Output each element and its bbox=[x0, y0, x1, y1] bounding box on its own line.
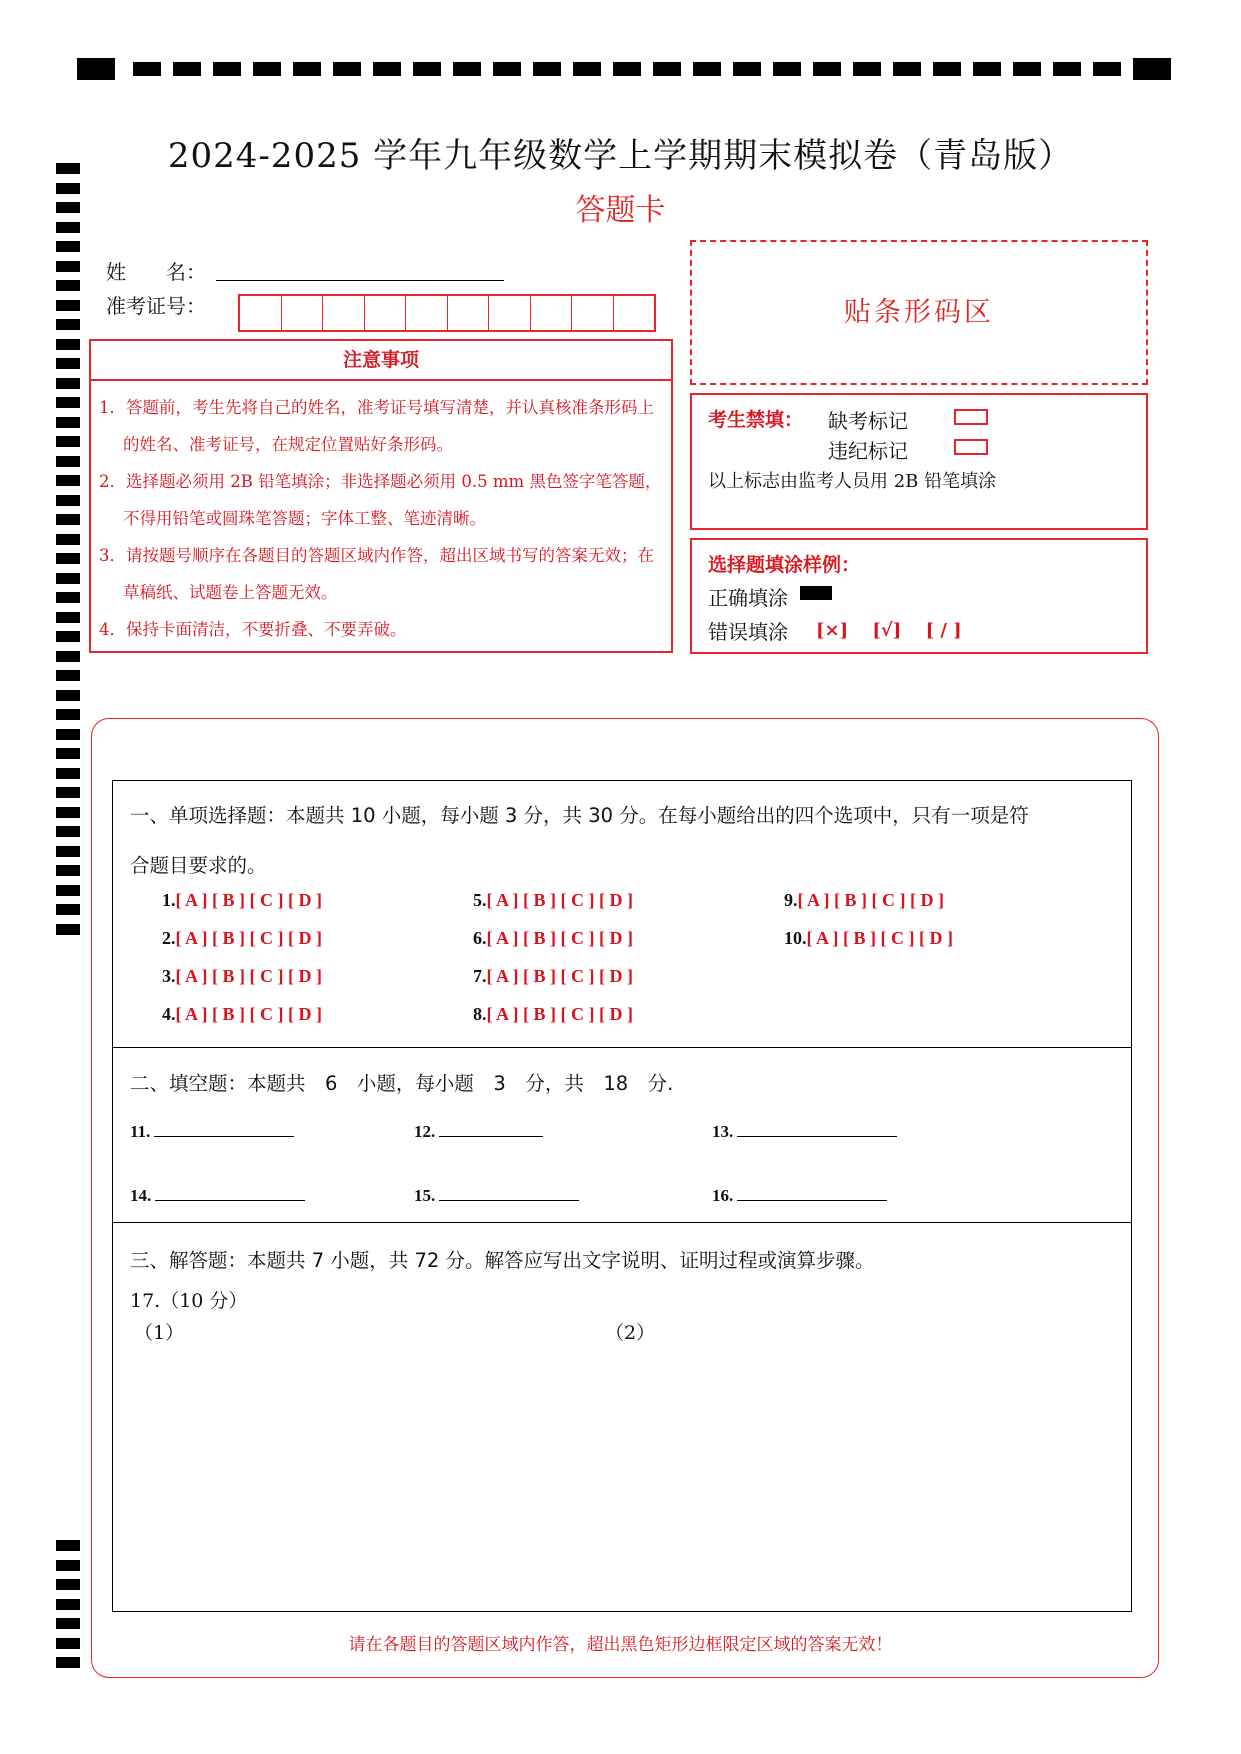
fill-blank-question bbox=[712, 1184, 887, 1206]
question-number: 4. bbox=[162, 1004, 176, 1024]
exam-id-digit-box[interactable] bbox=[365, 296, 407, 330]
fill-blank-question bbox=[414, 1184, 579, 1206]
notice-title: 注意事项 bbox=[91, 341, 671, 381]
wrong-fill-examples bbox=[816, 620, 962, 641]
exam-id-digit-box[interactable] bbox=[406, 296, 448, 330]
question-number: 3. bbox=[162, 966, 176, 986]
timing-mark bbox=[56, 417, 80, 428]
exam-id-digit-box[interactable] bbox=[614, 296, 655, 330]
choice-question[interactable] bbox=[473, 890, 633, 911]
timing-mark bbox=[56, 729, 80, 740]
timing-mark bbox=[56, 787, 80, 798]
section2-heading: 二、填空题：本题共 6 小题，每小题 3 分，共 18 分. bbox=[130, 1072, 674, 1095]
timing-mark bbox=[693, 62, 721, 76]
timing-mark bbox=[56, 436, 80, 447]
question-number: 8. bbox=[473, 1004, 487, 1024]
answer-options[interactable]: [ A ] [ B ] [ C ] [ D ] bbox=[175, 1004, 322, 1024]
timing-mark bbox=[933, 62, 961, 76]
timing-mark bbox=[1093, 62, 1121, 76]
answer-blank[interactable] bbox=[439, 1184, 579, 1201]
answer-blank[interactable] bbox=[439, 1120, 543, 1137]
timing-mark bbox=[373, 62, 401, 76]
timing-mark bbox=[573, 62, 601, 76]
timing-mark bbox=[56, 495, 80, 506]
timing-mark bbox=[853, 62, 881, 76]
timing-mark bbox=[56, 612, 80, 623]
timing-mark bbox=[56, 319, 80, 330]
timing-mark bbox=[533, 62, 561, 76]
notice-item: 3．请按题号顺序在各题目的答题区域内作答，超出区域书写的答案无效；在草稿纸、试题卷上答题无效。 bbox=[99, 546, 654, 602]
footer-note: 请在各题目的答题区域内作答，超出黑色矩形边框限定区域的答案无效！ bbox=[348, 1635, 893, 1655]
question-number: 11. bbox=[130, 1122, 151, 1141]
timing-mark bbox=[56, 748, 80, 759]
answer-options[interactable]: [ A ] [ B ] [ C ] [ D ] bbox=[486, 928, 633, 948]
timing-mark bbox=[56, 670, 80, 681]
choice-question[interactable] bbox=[784, 928, 953, 949]
timing-mark bbox=[56, 456, 80, 467]
wrong-fill-example: [√] bbox=[872, 620, 902, 641]
timing-mark bbox=[56, 573, 80, 584]
violation-mark-box[interactable] bbox=[954, 439, 988, 455]
notice-item: 2．选择题必须用 2B 铅笔填涂；非选择题必须用 0.5 mm 黑色签字笔答题，不得用铅笔或圆珠笔答题；字体工整、笔迹清晰。 bbox=[99, 472, 662, 528]
timing-mark bbox=[56, 631, 80, 642]
question-17-label: 17.（10 分） bbox=[130, 1290, 248, 1312]
timing-mark bbox=[173, 62, 201, 76]
answer-options[interactable]: [ A ] [ B ] [ C ] [ D ] bbox=[486, 966, 633, 986]
timing-mark bbox=[56, 534, 80, 545]
choice-question[interactable] bbox=[473, 1004, 633, 1025]
timing-mark bbox=[133, 62, 161, 76]
answer-options[interactable]: [ A ] [ B ] [ C ] [ D ] bbox=[175, 966, 322, 986]
timing-mark bbox=[56, 1540, 80, 1551]
section-divider bbox=[112, 1222, 1132, 1223]
timing-mark bbox=[893, 62, 921, 76]
question-number: 6. bbox=[473, 928, 487, 948]
absent-mark-box[interactable] bbox=[954, 409, 988, 425]
question-17-part1: （1） bbox=[134, 1322, 185, 1344]
timing-mark bbox=[56, 651, 80, 662]
timing-mark bbox=[56, 358, 80, 369]
timing-mark bbox=[56, 475, 80, 486]
timing-mark bbox=[213, 62, 241, 76]
name-field[interactable] bbox=[216, 280, 504, 281]
fill-blank-question bbox=[130, 1120, 294, 1142]
question-number: 5. bbox=[473, 890, 487, 910]
timing-mark bbox=[253, 62, 281, 76]
timing-mark bbox=[973, 62, 1001, 76]
timing-mark bbox=[56, 241, 80, 252]
question-number: 2. bbox=[162, 928, 176, 948]
wrong-fill-example: [ / ] bbox=[925, 620, 962, 641]
section1-heading: 一、单项选择题：本题共 10 小题，每小题 3 分，共 30 分。在每小题给出的四个选项中，只有一项是符 bbox=[130, 804, 1029, 827]
proctor-note: 以上标志由监考人员用 2B 铅笔填涂 bbox=[708, 471, 997, 492]
question-number: 13. bbox=[712, 1122, 734, 1141]
timing-mark bbox=[56, 1657, 80, 1668]
answer-blank[interactable] bbox=[737, 1184, 887, 1201]
timing-mark bbox=[733, 62, 761, 76]
fill-blank-question bbox=[130, 1184, 305, 1206]
answer-options[interactable]: [ A ] [ B ] [ C ] [ D ] bbox=[486, 1004, 633, 1024]
timing-mark bbox=[56, 1560, 80, 1571]
timing-mark bbox=[56, 904, 80, 915]
question-number: 16. bbox=[712, 1186, 734, 1205]
timing-mark bbox=[56, 1618, 80, 1629]
proctor-only-label: 考生禁填： bbox=[708, 409, 804, 431]
barcode-area: 贴条形码区 bbox=[690, 240, 1148, 385]
timing-mark bbox=[56, 397, 80, 408]
timing-mark bbox=[77, 58, 115, 80]
timing-mark bbox=[413, 62, 441, 76]
answer-options[interactable]: [ A ] [ B ] [ C ] [ D ] bbox=[486, 890, 633, 910]
timing-mark bbox=[1053, 62, 1081, 76]
question-number: 15. bbox=[414, 1186, 436, 1205]
choice-question[interactable] bbox=[473, 928, 633, 949]
fill-blank-question bbox=[712, 1120, 897, 1142]
exam-id-digit-box[interactable] bbox=[448, 296, 490, 330]
fill-sample-box bbox=[690, 538, 1148, 654]
timing-mark bbox=[56, 1599, 80, 1610]
timing-mark bbox=[293, 62, 321, 76]
page-subtitle: 答题卡 bbox=[575, 193, 666, 228]
notice-item: 4．保持卡面清洁，不要折叠、不要弄破。 bbox=[99, 620, 407, 639]
exam-id-digit-box[interactable] bbox=[323, 296, 365, 330]
proctor-only-box bbox=[690, 393, 1148, 530]
answer-blank[interactable] bbox=[737, 1120, 897, 1137]
timing-mark bbox=[56, 553, 80, 564]
timing-mark bbox=[56, 1579, 80, 1590]
top-timing-marks bbox=[77, 58, 1177, 82]
choice-question[interactable] bbox=[162, 966, 322, 987]
exam-id-digit-box[interactable] bbox=[531, 296, 573, 330]
answer-options[interactable]: [ A ] [ B ] [ C ] [ D ] bbox=[175, 890, 322, 910]
section-divider bbox=[112, 1047, 1132, 1048]
timing-mark bbox=[56, 885, 80, 896]
exam-id-label: 准考证号： bbox=[106, 294, 206, 318]
answer-options[interactable]: [ A ] [ B ] [ C ] [ D ] bbox=[175, 928, 322, 948]
wrong-fill-example: [×] bbox=[816, 620, 849, 641]
timing-mark bbox=[653, 62, 681, 76]
question-number: 10. bbox=[784, 928, 807, 948]
timing-mark bbox=[56, 846, 80, 857]
answer-options[interactable]: [ A ] [ B ] [ C ] [ D ] bbox=[797, 890, 944, 910]
choice-question[interactable] bbox=[784, 890, 944, 911]
section1-heading-cont: 合题目要求的。 bbox=[130, 854, 267, 877]
timing-mark bbox=[813, 62, 841, 76]
exam-id-digit-box[interactable] bbox=[282, 296, 324, 330]
exam-id-boxes[interactable] bbox=[238, 294, 656, 332]
answer-options[interactable]: [ A ] [ B ] [ C ] [ D ] bbox=[806, 928, 953, 948]
correct-fill-label: 正确填涂 bbox=[708, 586, 788, 610]
answer-blank[interactable] bbox=[155, 1184, 305, 1201]
section3-heading: 三、解答题：本题共 7 小题，共 72 分。解答应写出文字说明、证明过程或演算步骤。 bbox=[130, 1249, 875, 1272]
correct-fill-example bbox=[800, 586, 832, 600]
timing-mark bbox=[1013, 62, 1041, 76]
timing-mark bbox=[1133, 58, 1171, 80]
timing-mark bbox=[56, 280, 80, 291]
timing-mark bbox=[773, 62, 801, 76]
answer-blank[interactable] bbox=[154, 1120, 294, 1137]
timing-mark bbox=[56, 690, 80, 701]
timing-mark bbox=[56, 826, 80, 837]
violation-mark-label: 违纪标记 bbox=[828, 439, 908, 463]
timing-mark bbox=[56, 378, 80, 389]
timing-mark bbox=[56, 807, 80, 818]
question-17-part2: （2） bbox=[605, 1322, 656, 1344]
fill-blank-question bbox=[414, 1120, 543, 1142]
timing-mark bbox=[56, 339, 80, 350]
question-number: 1. bbox=[162, 890, 176, 910]
timing-mark bbox=[56, 768, 80, 779]
timing-mark bbox=[56, 592, 80, 603]
page-title: 2024-2025 学年九年级数学上学期期末模拟卷（青岛版） bbox=[167, 136, 1074, 176]
question-number: 7. bbox=[473, 966, 487, 986]
exam-id-digit-box[interactable] bbox=[240, 296, 282, 330]
absent-mark-label: 缺考标记 bbox=[828, 409, 908, 433]
timing-mark bbox=[56, 865, 80, 876]
question-17-answer-area[interactable] bbox=[130, 1345, 1120, 1600]
timing-mark bbox=[453, 62, 481, 76]
notice-box bbox=[89, 339, 673, 653]
timing-mark bbox=[56, 709, 80, 720]
notice-item: 1．答题前，考生先将自己的姓名，准考证号填写清楚，并认真核准条形码上的姓名、准考证号，在规定位置贴好条形码。 bbox=[99, 398, 654, 454]
timing-mark bbox=[56, 261, 80, 272]
choice-question[interactable] bbox=[162, 890, 322, 911]
timing-mark bbox=[56, 300, 80, 311]
fill-sample-title: 选择题填涂样例： bbox=[708, 554, 861, 576]
choice-question[interactable] bbox=[162, 1004, 322, 1025]
timing-mark bbox=[56, 924, 80, 935]
exam-id-digit-box[interactable] bbox=[489, 296, 531, 330]
timing-mark bbox=[56, 514, 80, 525]
question-number: 12. bbox=[414, 1122, 436, 1141]
question-number: 9. bbox=[784, 890, 798, 910]
choice-question[interactable] bbox=[162, 928, 322, 949]
name-label: 姓 名： bbox=[106, 260, 206, 284]
question-number: 14. bbox=[130, 1186, 152, 1205]
timing-mark bbox=[613, 62, 641, 76]
choice-question[interactable] bbox=[473, 966, 633, 987]
wrong-fill-label: 错误填涂 bbox=[708, 620, 788, 644]
timing-mark bbox=[333, 62, 361, 76]
exam-id-digit-box[interactable] bbox=[572, 296, 614, 330]
timing-mark bbox=[493, 62, 521, 76]
